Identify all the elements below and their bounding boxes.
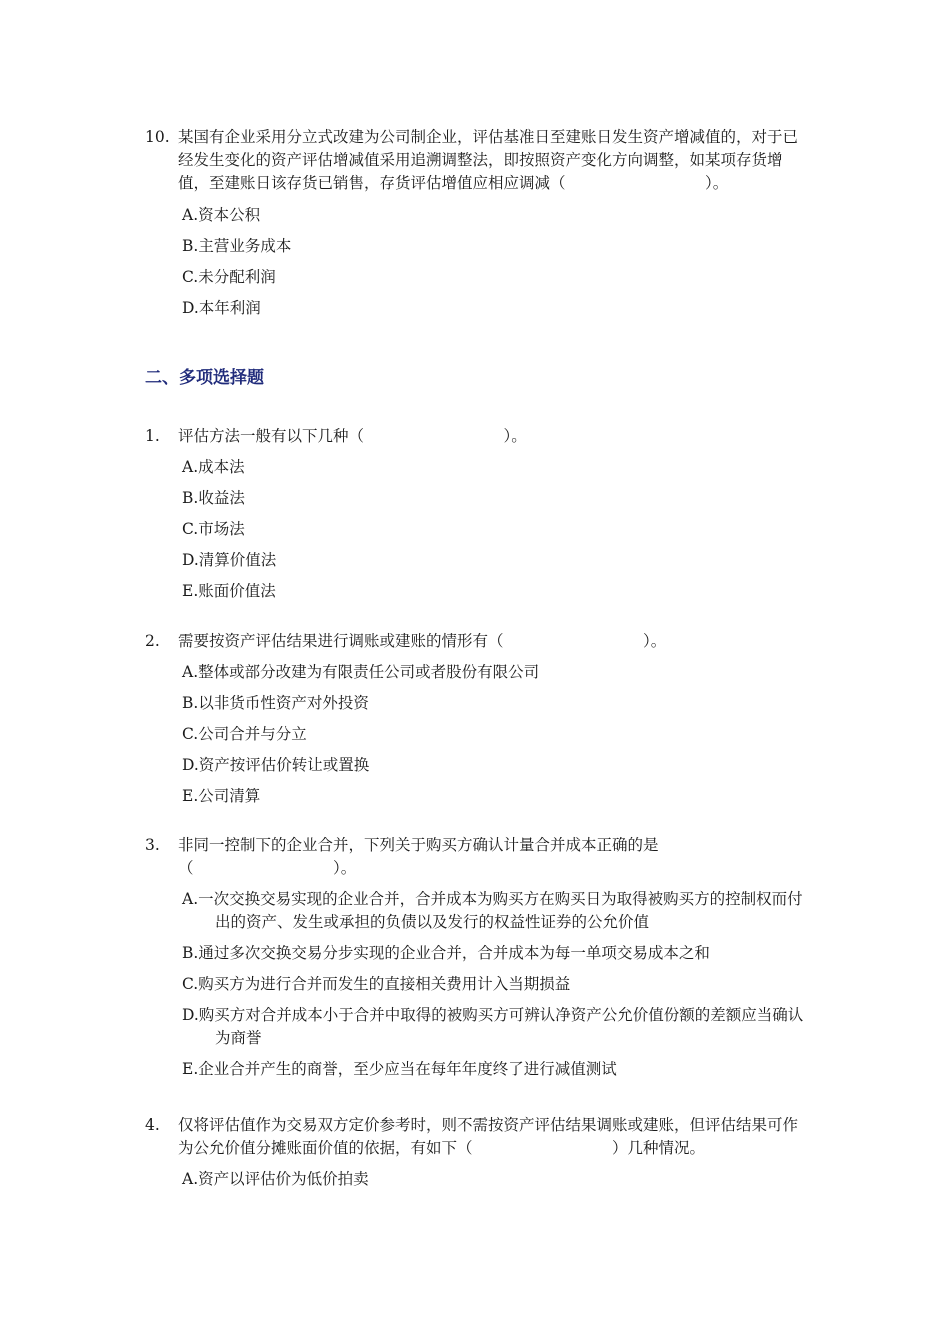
question-number: 3. <box>145 836 160 854</box>
option-c: C.购买方为进行合并而发生的直接相关费用计入当期损益 <box>182 975 571 993</box>
option-c: C.公司合并与分立 <box>182 725 307 743</box>
question-10 <box>145 126 805 328</box>
question-text: 评估方法一般有以下几种（ ）。 <box>178 427 527 445</box>
question-4 <box>145 1114 805 1199</box>
option-a: A.一次交换交易实现的企业合并，合并成本为购买方在购买日为取得被购买方的控制权而付出的资产、发生或承担的负债以及发行的权益性证券的公允价值 <box>182 890 803 931</box>
option-d: D.本年利润 <box>182 299 261 317</box>
option-a: A.资产以评估价为低价拍卖 <box>182 1170 369 1188</box>
section-title: 二、多项选择题 <box>145 368 264 388</box>
question-2 <box>145 630 805 816</box>
question-text: 某国有企业采用分立式改建为公司制企业，评估基准日至建账日发生资产增减值的，对于已经发生变化的资产评估增减值采用追溯调整法，即按照资产变化方向调整，如某项存货增值，至建账日该存货已销售，存货评估增值应相应调减（ ）。 <box>178 128 799 192</box>
option-d: D.资产按评估价转让或置换 <box>182 756 370 774</box>
question-3 <box>145 834 805 1089</box>
option-d: D.清算价值法 <box>182 551 277 569</box>
option-b: B.通过多次交换交易分步实现的企业合并，合并成本为每一单项交易成本之和 <box>182 944 710 962</box>
option-b: B.收益法 <box>182 489 245 507</box>
option-e: E.账面价值法 <box>182 582 276 600</box>
option-a: A.资本公积 <box>182 206 261 224</box>
option-b: B.以非货币性资产对外投资 <box>182 694 369 712</box>
question-number: 2. <box>145 632 160 650</box>
question-number: 4. <box>145 1116 160 1134</box>
option-a: A.成本法 <box>182 458 245 476</box>
option-a: A.整体或部分改建为有限责任公司或者股份有限公司 <box>182 663 540 681</box>
option-d: D.购买方对合并成本小于合并中取得的被购买方可辨认净资产公允价值份额的差额应当确认为商誉 <box>182 1006 804 1047</box>
question-text: 仅将评估值作为交易双方定价参考时，则不需按资产评估结果调账或建账，但评估结果可作为公允价值分摊账面价值的依据，有如下（ ）几种情况。 <box>178 1116 799 1157</box>
question-number: 10. <box>145 128 170 146</box>
option-c: C.未分配利润 <box>182 268 276 286</box>
option-b: B.主营业务成本 <box>182 237 292 255</box>
option-e: E.企业合并产生的商誉，至少应当在每年年度终了进行减值测试 <box>182 1060 617 1078</box>
option-c: C.市场法 <box>182 520 245 538</box>
question-1 <box>145 425 805 611</box>
option-e: E.公司清算 <box>182 787 261 805</box>
question-text: 非同一控制下的企业合并，下列关于购买方确认计量合并成本正确的是（ ）。 <box>178 836 659 877</box>
question-text: 需要按资产评估结果进行调账或建账的情形有（ ）。 <box>178 632 667 650</box>
question-number: 1. <box>145 427 160 445</box>
